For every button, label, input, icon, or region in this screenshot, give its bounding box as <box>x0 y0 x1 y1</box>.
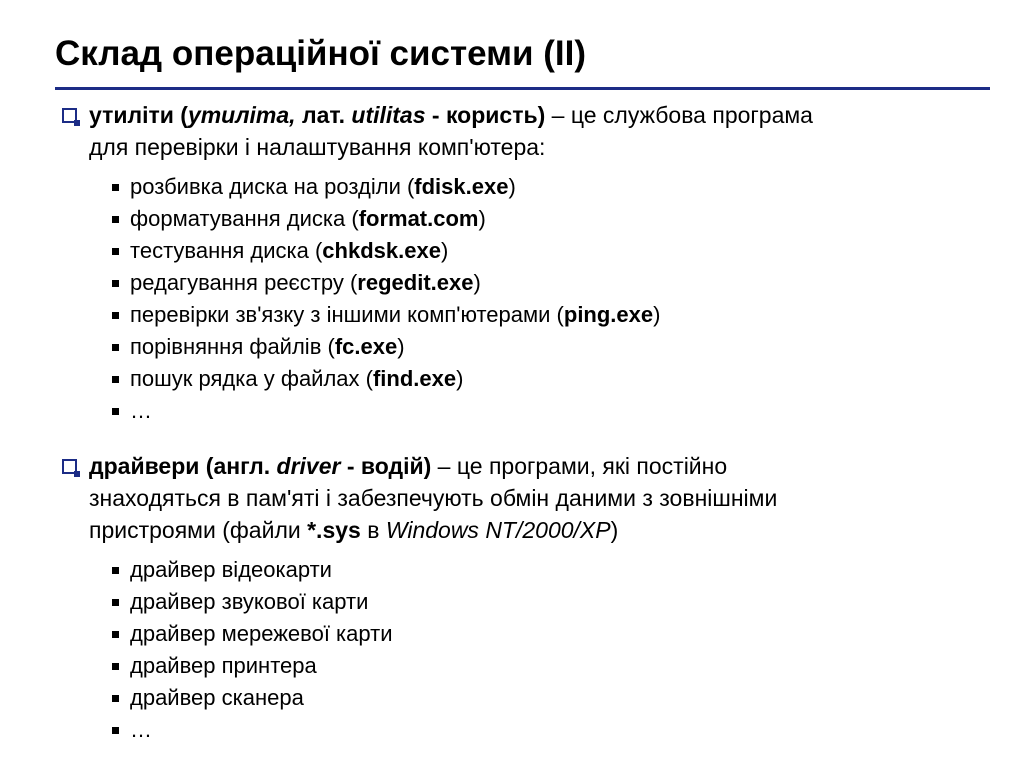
checkbox-bullet-icon <box>62 459 77 474</box>
square-bullet-icon <box>112 344 119 351</box>
square-bullet-icon <box>112 727 119 734</box>
list-item: драйвер мережевої карти <box>110 618 960 650</box>
square-bullet-icon <box>112 184 119 191</box>
list-item: драйвер відеокарти <box>110 554 960 586</box>
list-item: редагування реєстру (regedit.exe) <box>110 267 960 299</box>
square-bullet-icon <box>112 376 119 383</box>
list-item: драйвер звукової карти <box>110 586 960 618</box>
list-item: тестування диска (chkdsk.exe) <box>110 235 960 267</box>
list-item: драйвер сканера <box>110 682 960 714</box>
square-bullet-icon <box>112 216 119 223</box>
utilities-lat-word: utilitas <box>351 102 426 128</box>
drivers-heading: драйвери (англ. driver - водій) – це програми, які постійно знаходяться в пам'яті і забезпечують обмін даними з зовнішніми пристроями (файли *.sys в Windows NT/2000/XP) <box>60 450 960 546</box>
utilities-term: утиліти ( <box>89 102 188 128</box>
utilities-section <box>60 99 960 427</box>
drivers-section <box>60 450 960 746</box>
square-bullet-icon <box>112 280 119 287</box>
utilities-heading <box>60 99 960 163</box>
list-item: драйвер принтера <box>110 650 960 682</box>
square-bullet-icon <box>112 248 119 255</box>
checkbox-bullet-icon <box>62 108 77 123</box>
utilities-description-2: для перевірки і налаштування комп'ютера: <box>89 134 546 160</box>
drivers-term: драйвери (англ. <box>89 453 277 479</box>
drivers-meaning: - водій) <box>340 453 432 479</box>
list-item: розбивка диска на розділи (fdisk.exe) <box>110 171 960 203</box>
list-item: … <box>110 395 960 427</box>
list-item: пошук рядка у файлах (find.exe) <box>110 363 960 395</box>
drivers-description-3: пристроями (файли <box>89 517 308 543</box>
square-bullet-icon <box>112 312 119 319</box>
list-item: перевірки зв'язку з іншими комп'ютерами (ping.exe) <box>110 299 960 331</box>
drivers-os: Windows NT/2000/XP <box>385 517 611 543</box>
drivers-description-2: знаходяться в пам'яті і забезпечують обмін даними з зовнішніми <box>89 485 778 511</box>
title-underline <box>55 87 990 90</box>
drivers-eng-word: driver <box>276 453 341 479</box>
square-bullet-icon <box>112 408 119 415</box>
list-item: порівняння файлів (fc.exe) <box>110 331 960 363</box>
square-bullet-icon <box>112 599 119 606</box>
square-bullet-icon <box>112 663 119 670</box>
utilities-description-1: – це службова програма <box>545 102 813 128</box>
drivers-list <box>60 554 960 746</box>
utilities-meaning: - користь) <box>425 102 546 128</box>
drivers-description-1: – це програми, які постійно <box>431 453 728 479</box>
square-bullet-icon <box>112 695 119 702</box>
utilities-lat-prefix: лат. <box>295 102 352 128</box>
list-item: форматування диска (format.com) <box>110 203 960 235</box>
list-item: … <box>110 714 960 746</box>
square-bullet-icon <box>112 631 119 638</box>
square-bullet-icon <box>112 567 119 574</box>
utilities-term-italic: утиліта, <box>187 102 296 128</box>
drivers-files: *.sys <box>307 517 361 543</box>
utilities-list <box>60 171 960 427</box>
slide-title: Склад операційної системи (II) <box>55 34 587 73</box>
